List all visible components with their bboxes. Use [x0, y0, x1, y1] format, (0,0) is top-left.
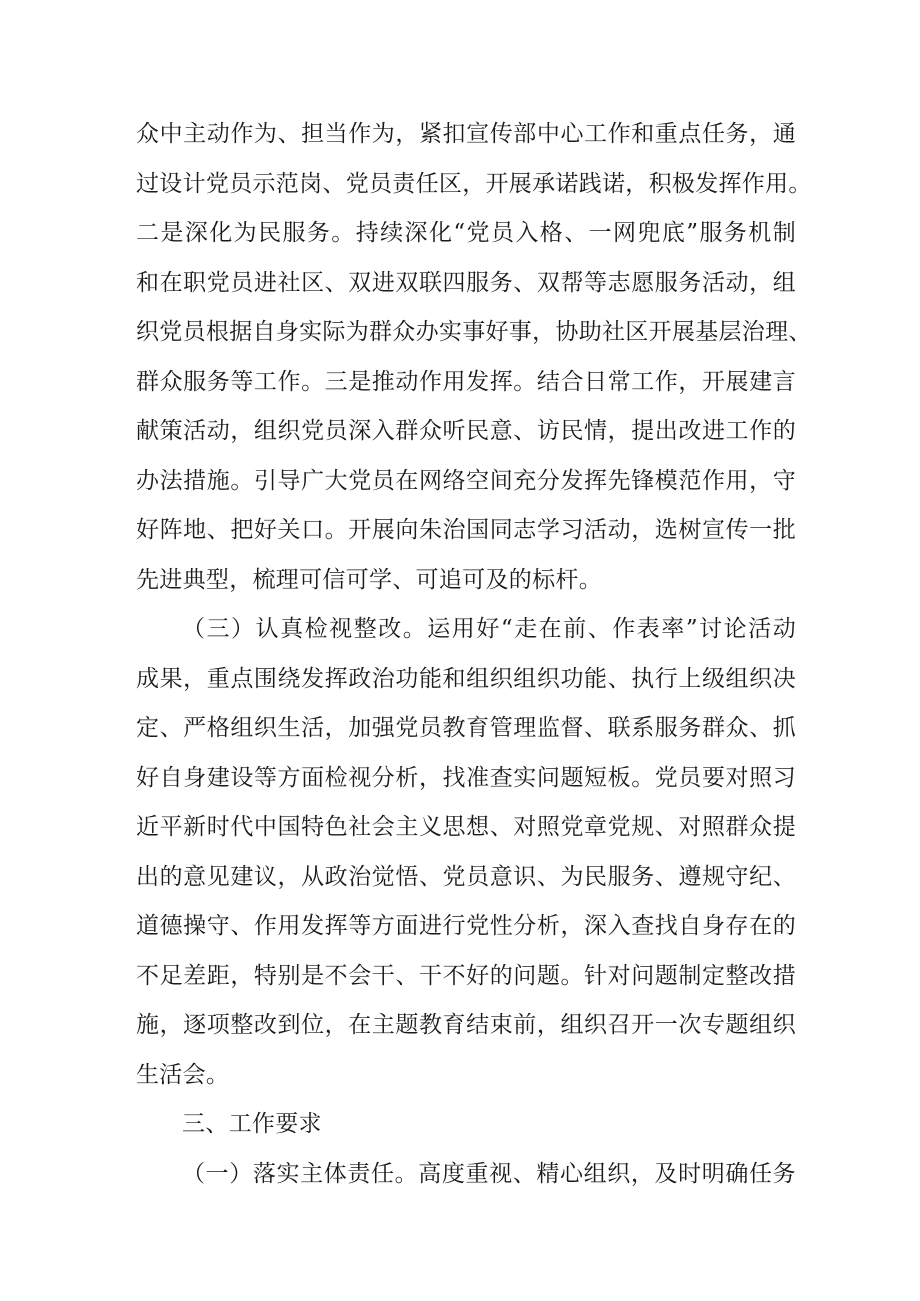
body-text-line: 二是深化为民服务。持续深化“党员入格、一网兜底”服务机制	[136, 220, 796, 246]
section-title: 三、工作要求	[182, 1111, 322, 1137]
section-heading-line: （三）认真检视整改。运用好“走在前、作表率”讨论活动	[182, 616, 796, 642]
section-heading-line: （一）落实主体责任。高度重视、精心组织，及时明确任务	[182, 1161, 796, 1187]
body-text-line: 成果，重点围绕发挥政治功能和组织组织功能、执行上级组织决	[136, 666, 796, 692]
body-text-line: 好阵地、把好关口。开展向朱治国同志学习活动，选树宣传一批	[136, 517, 796, 543]
body-text-line: 办法措施。引导广大党员在网络空间充分发挥先锋模范作用，守	[136, 468, 796, 494]
body-text-line: 定、严格组织生活，加强党员教育管理监督、联系服务群众、抓	[136, 715, 796, 741]
body-text-line: 群众服务等工作。三是推动作用发挥。结合日常工作，开展建言	[136, 369, 796, 395]
body-text-line: 出的意见建议，从政治觉悟、党员意识、为民服务、遵规守纪、	[136, 864, 796, 890]
body-text-line: 施，逐项整改到位，在主题教育结束前，组织召开一次专题组织	[136, 1012, 796, 1038]
body-text-line: 先进典型，梳理可信可学、可追可及的标杆。	[136, 567, 602, 593]
body-text-line: 和在职党员进社区、双进双联四服务、双帮等志愿服务活动，组	[136, 270, 796, 296]
body-text-line: 好自身建设等方面检视分析，找准查实问题短板。党员要对照习	[136, 765, 796, 791]
body-text-line: 近平新时代中国特色社会主义思想、对照党章党规、对照群众提	[136, 814, 796, 840]
body-text-line: 过设计党员示范岗、党员责任区，开展承诺践诺，积极发挥作用。	[136, 171, 812, 197]
body-text-line: 织党员根据自身实际为群众办实事好事，协助社区开展基层治理、	[136, 319, 812, 345]
body-text-line: 生活会。	[136, 1062, 230, 1088]
body-text-line: 道德操守、作用发挥等方面进行党性分析，深入查找自身存在的	[136, 913, 796, 939]
body-text-line: 不足差距，特别是不会干、干不好的问题。针对问题制定整改措	[136, 963, 796, 989]
body-text-line: 众中主动作为、担当作为，紧扣宣传部中心工作和重点任务，通	[136, 121, 796, 147]
body-text-line: 献策活动，组织党员深入群众听民意、访民情，提出改进工作的	[136, 418, 796, 444]
